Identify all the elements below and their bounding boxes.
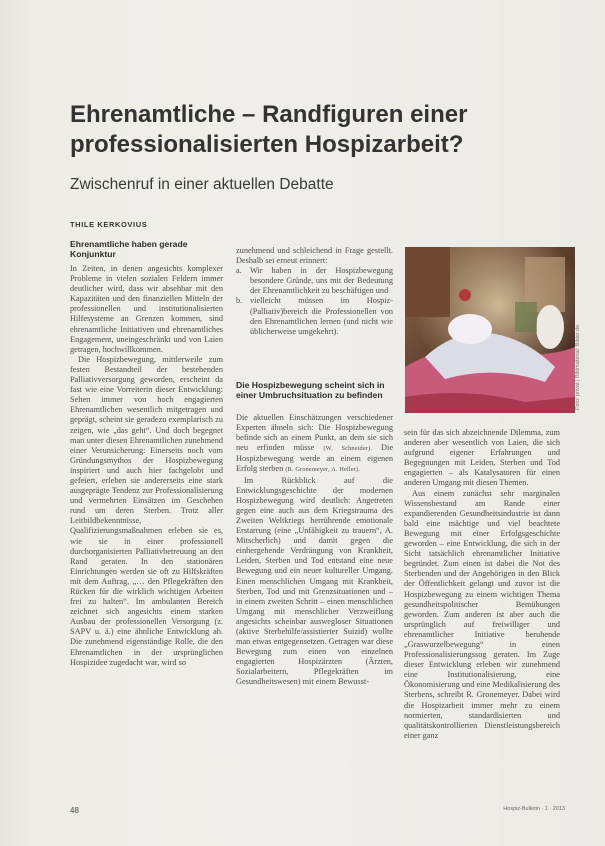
photo-figure xyxy=(536,305,564,349)
paragraph: zunehmend und schleichend in Frage gestellt. Deshalb sei erneut erinnert: xyxy=(236,246,393,266)
list-marker: a. xyxy=(236,266,242,276)
photo-plant xyxy=(515,302,537,332)
text-column-2 xyxy=(236,246,393,337)
citation: (R. Gronemeyer, A. Heller). xyxy=(285,466,361,474)
list-marker: b. xyxy=(236,296,243,306)
list-item-text: Wir haben in der Hospizbewegung besondere Gründe, uns mit der Bedeutung der Ehrenamtlichkeit zu beschäftigen und xyxy=(250,266,393,296)
photo-wall xyxy=(405,247,450,317)
list-item xyxy=(236,266,393,296)
citation: (W. Schneider). xyxy=(323,445,373,453)
article-photo xyxy=(405,247,575,413)
paragraph-text: Die Hospizbewegung werde an einem eigenen Erfolg sterben xyxy=(236,443,393,474)
paragraph: sein für das sich abzeichnende Dilemma, zum anderen aber wesentlich von Laien, die sich aufgrund eigener Erfahrungen und Begegnungen mit Leiden, Sterben und Tod engagierten – als Katalysatoren für einen anderen Umgang mit diesen Themen. xyxy=(404,428,560,488)
text-column-2-lower xyxy=(236,413,393,688)
photo-flower xyxy=(459,289,471,301)
page-number: 48 xyxy=(70,806,79,815)
photo-credit: Foto: privat | Bildmaterial: Bilder.de xyxy=(575,324,581,410)
author-name: THILE KERKOVIUS xyxy=(70,220,148,229)
section-heading-1: Ehrenamtliche haben gerade Konjunktur xyxy=(70,239,188,260)
paragraph-text: Die aktuellen Einschätzungen verschiedener Experten ähneln sich: Die Hospizbewegung befinde sich an einem Punkt, an dem sie sich neu erfinden müsse xyxy=(236,413,393,453)
paragraph: Aus einem zunächst sehr marginalen Wissensbestand am Rande einer expandierenden Gesundheitsindustrie ist dann bald eine mächtige und viel beachtete Bewegung mit einer Erfolgsgeschichte geworden – eine Entwicklung, die sich in der Sicht tatsächlich ehrenamtlicher Initiative begründet. Zum einen ist dabei die Not des Sterbenden und der Angehörigen in den Blick der Öffentlichkeit gelangt und zuvor ist die Hospizbewegung zu einem wichtigen Thema gesundheitspolitischer Bemühungen geworden. Zum anderen ist aber auch die ursprünglich auf freiwilliger und ehrenamtlicher Initiative beruhende „Graswurzelbewegung“ in einen Professionalisierungssog geraten. Im Zuge dieser Entwicklung erleben wir zunehmend eine Institutionalisierung, eine Ökonomisierung und eine Medikalisierung des Sterbens, schreibt R. Gronemeyer. Dabei wird die Hospizarbeit immer mehr zu einem normierten, standardisierten und qualitätskontrollierten Dienstleistungsbereich einer ganz xyxy=(404,488,560,740)
enumerated-list xyxy=(236,266,393,337)
paragraph: Im Rückblick auf die Entwicklungsgeschichte der modernen Hospizbewegung wird deutlich: Angetreten gegen eine auch aus dem Kriegstrauma des Zweiten Weltkriegs herrührende emotionale Erstarrung (eine „Unfähigkeit zu trauern“, A. Mitscherlich) und damit gegen die einhergehende Verdrängung von Krankheit, Leiden, Sterben und Tod entstand eine neue Bewegung und ein neuer kultureller Umgang. Einen menschlichen Umgang mit Krankheit, Sterben, Tod und mit Grenzsituationen und – in einem zweiten Schritt – einen menschlichen Umgang mit menschlicher Verzweiflung angesichts scheinbar auswegloser Situationen (aktive Sterbehilfe/assistierter Suizid) wollte man etwas entgegensetzen. Getragen war diese Bewegung zum einen von einzelnen engagierten Hospizärzten (Ärzten, Sozialarbeitern, Pflegekräften im Gesundheitswesen) mit einem Bewusst- xyxy=(236,475,393,687)
list-item xyxy=(236,296,393,336)
article-title: Ehrenamtliche – Randfiguren einer professionalisierten Hospizarbeit? xyxy=(70,101,468,158)
footer-source: Hospiz-Bulletin · 1 · 2013 xyxy=(503,806,565,812)
text-column-3 xyxy=(404,428,560,741)
text-column-1 xyxy=(70,264,223,668)
photo-illustration xyxy=(405,247,575,413)
section-heading-2: Die Hospizbewegung scheint sich in einer Umbruchsituation zu befinden xyxy=(236,380,385,401)
article-subtitle: Zwischenruf in einer aktuellen Debatte xyxy=(70,176,334,193)
paragraph xyxy=(236,413,393,476)
paragraph: Die Hospizbewegung, mittlerweile zum festen Bestandteil der bestehenden Palliativversorgung geworden, erscheint da fast wie eine Vorreiterin dieser Entwicklung: Sehen immer von hoch engagierten Ehrenamtlichen wesentlich mitgetragen und geprägt, scheint sie geradezu exemplarisch zu zeigen, wie „das geht“. Und doch begegnet man unter diesen Ehrenamtlichen zunehmend einer Verunsicherung: Einerseits noch vom Gründungsmythos der Hospizbewegung inspiriert und auch hier fachgelobt und gefeiert, erleben sie andererseits eine stark ausgeprägte Tendenz zur Professionalisierung und vermehrten Einsätzen im Geschehen rund um deren Sterben. Trotz aller Leitbildbekenntnisse, Qualifizierungsmaßnahmen erleben sie es, wie sie in einer professionell durchorganisierten Palliativbetreuung an den Rand geraten. In den stationären Einrichtungen werden sie oft zu Hilfskräften mit dem Auftrag, „… den Pflegekräften den Rücken für die wirklich wichtigen Arbeiten frei zu halten“. Im ambulanten Bereich zeichnet sich angesichts einem starken Ausbau der professionellen Versorgung (z. SAPV u. ä.) eine ähnliche Entwicklung ab. Die zunehmend eigenständige Rolle, die den Ehrenamtlichen in der ursprünglichen Hospizidee zugedacht war, wird so xyxy=(70,354,223,667)
photo-pillow xyxy=(448,314,492,344)
paragraph: In Zeiten, in denen angesichts komplexer Probleme in vielen sozialen Feldern immer deutlicher wird, dass wir absehbar mit den Kapazitäten und den finanziellen Mitteln der professionellen und institutionalisierten Hilfesysteme an Grenzen kommen, sind ehrenamtliche Initiativen und ehrenamtliches Engagement, uneingeschränkt und von Laien getragen, hochwillkommen. xyxy=(70,264,223,354)
list-item-text: vielleicht müssen im Hospiz-(Palliativ)bereich die Professionellen von den Ehrenamtlichen lernen (und nicht wie üblicherweise umgekehrt). xyxy=(250,296,393,336)
